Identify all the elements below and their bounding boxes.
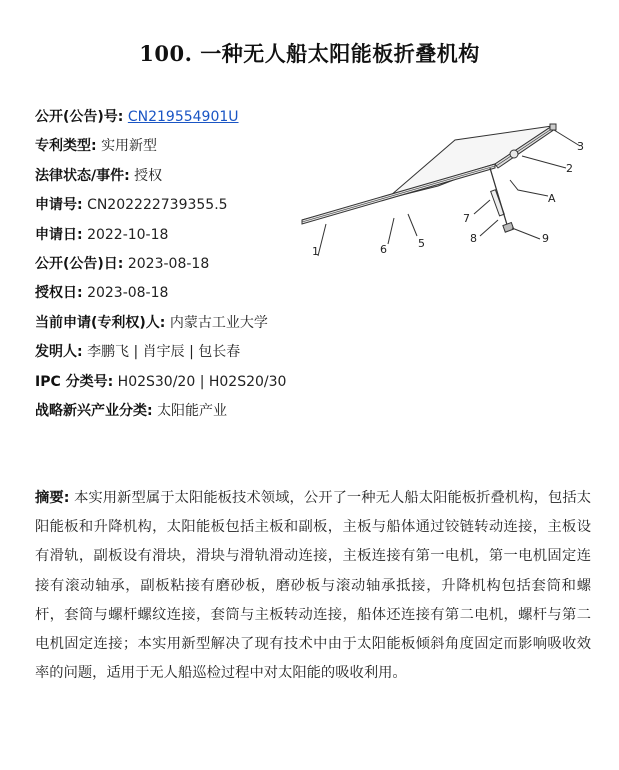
field-publication-number [35,103,286,132]
publication-number-link[interactable]: CN219554901U [127,109,239,125]
field-industry-class [35,397,286,426]
figure-label: 7 [463,212,470,225]
figure-label: 1 [312,245,319,258]
end-cap [550,124,556,130]
field-label: IPC 分类号: [35,373,114,390]
figure-label: 8 [470,232,477,245]
field-patent-type [35,132,286,161]
field-legal-status [35,162,286,191]
page-title: 100. 一种无人船太阳能板折叠机构 [139,41,480,66]
field-inventors [35,338,286,367]
field-label: 战略新兴产业分类: [35,402,153,419]
field-value: 太阳能产业 [157,402,228,419]
figure-label: 5 [418,237,425,250]
field-ipc [35,368,286,397]
field-label: 法律状态/事件: [35,167,130,184]
field-value: H02S30/20 | H02S20/30 [117,373,287,390]
field-grant-date [35,279,286,308]
field-value: 李鹏飞 | 肖宇辰 | 包长春 [87,344,241,361]
field-label: 申请日: [35,226,83,243]
field-label: 公开(公告)号: [35,109,124,125]
abstract-text: 本实用新型属于太阳能板技术领域，公开了一种无人船太阳能板折叠机构，包括太阳能板和升降机构，太阳能板包括主板和副板，主板与船体通过铰链转动连接，主板设有滑轨，副板设有滑块，滑块与滑轨滑动连接，主板连接有第一电机，第一电机固定连接有滚动轴承，副板粘接有磨砂板，磨砂板与滚动轴承抵接，升降机构包括套筒和螺杆，套筒与螺杆螺纹连接，套筒与主板转动连接，船体还连接有第二电机，螺杆与第二电机固定连接；本实用新型解决了现有技术中由于太阳能板倾斜角度固定而影响吸收效率的问题，适用于无人船巡检过程中对太阳能的吸收利用。 [35,490,592,682]
figure-label: 9 [542,232,549,245]
field-application-date [35,221,286,250]
field-label: 申请号: [35,197,83,214]
figure-label: A [548,192,556,205]
field-value: 2022-10-18 [87,226,169,243]
motor [510,150,518,158]
field-label: 专利类型: [35,138,97,155]
patent-fields [35,103,286,426]
figure-label: 2 [566,162,573,175]
figure-label: 6 [380,243,387,256]
field-label: 当前申请(专利权)人: [35,314,166,331]
field-value: 2023-08-18 [87,285,169,302]
field-application-number [35,191,286,220]
solar-panel-secondary [390,126,552,196]
field-label: 公开(公告)日: [35,255,124,272]
patent-drawing [290,118,590,258]
field-value: 内蒙古工业大学 [169,314,268,331]
field-value: 实用新型 [101,138,158,155]
field-label: 发明人: [35,344,83,361]
second-motor [503,223,514,233]
field-value: 2023-08-18 [127,255,210,272]
field-applicant [35,309,286,338]
field-label: 授权日: [35,285,83,302]
abstract [35,484,591,688]
field-value: CN202222739355.5 [87,197,228,214]
field-value: 授权 [134,167,163,184]
figure-label: 3 [577,140,584,153]
field-publication-date [35,250,286,279]
abstract-label: 摘要: [35,490,70,506]
